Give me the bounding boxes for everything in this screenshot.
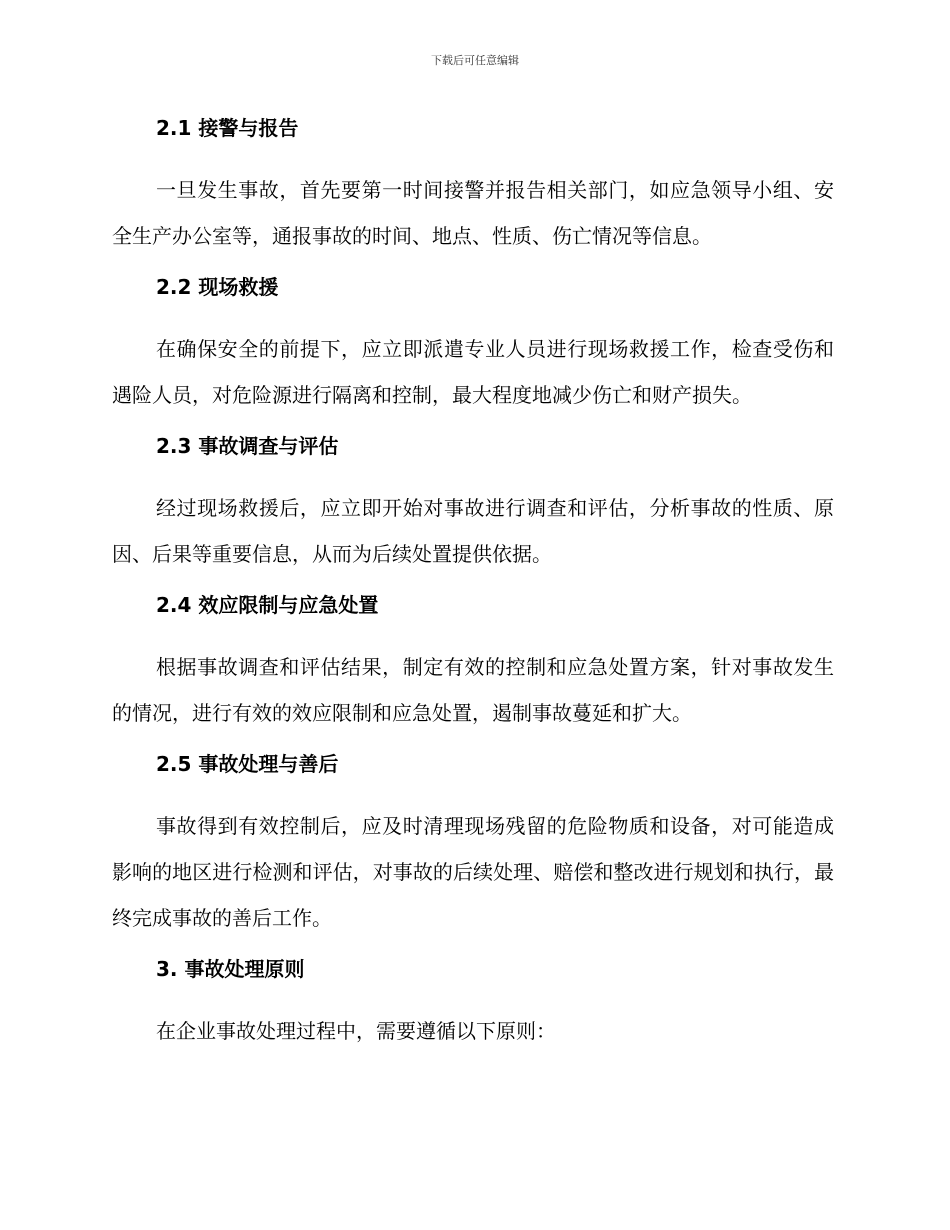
section-paragraph-2-3: 经过现场救援后，应立即开始对事故进行调查和评估，分析事故的性质、原因、后果等重要信息，从而为后续处置提供依据。 xyxy=(112,496,834,566)
document-body xyxy=(112,112,834,1054)
section-heading-3: 3. 事故处理原则 xyxy=(156,957,305,981)
section-heading-2-4: 2.4 效应限制与应急处置 xyxy=(156,593,379,617)
section-heading-2-2: 2.2 现场救援 xyxy=(156,275,279,299)
section-paragraph-2-5: 事故得到有效控制后，应及时清理现场残留的危险物质和设备，对可能造成影响的地区进行检测和评估，对事故的后续处理、赔偿和整改进行规划和执行，最终完成事故的善后工作。 xyxy=(112,814,834,930)
section-paragraph-3: 在企业事故处理过程中，需要遵循以下原则： xyxy=(156,1019,556,1043)
section-heading-2-5: 2.5 事故处理与善后 xyxy=(156,752,339,776)
page-header: 下载后可任意编辑 xyxy=(431,54,519,67)
section-paragraph-2-1: 一旦发生事故，首先要第一时间接警并报告相关部门，如应急领导小组、安全生产办公室等，通报事故的时间、地点、性质、伤亡情况等信息。 xyxy=(112,178,834,248)
section-paragraph-2-4: 根据事故调查和评估结果，制定有效的控制和应急处置方案，针对事故发生的情况，进行有效的效应限制和应急处置，遏制事故蔓延和扩大。 xyxy=(112,655,834,725)
section-paragraph-2-2: 在确保安全的前提下，应立即派遣专业人员进行现场救援工作，检查受伤和遇险人员，对危险源进行隔离和控制，最大程度地减少伤亡和财产损失。 xyxy=(112,337,834,407)
section-heading-2-3: 2.3 事故调查与评估 xyxy=(156,434,339,458)
section-heading-2-1: 2.1 接警与报告 xyxy=(156,116,299,140)
